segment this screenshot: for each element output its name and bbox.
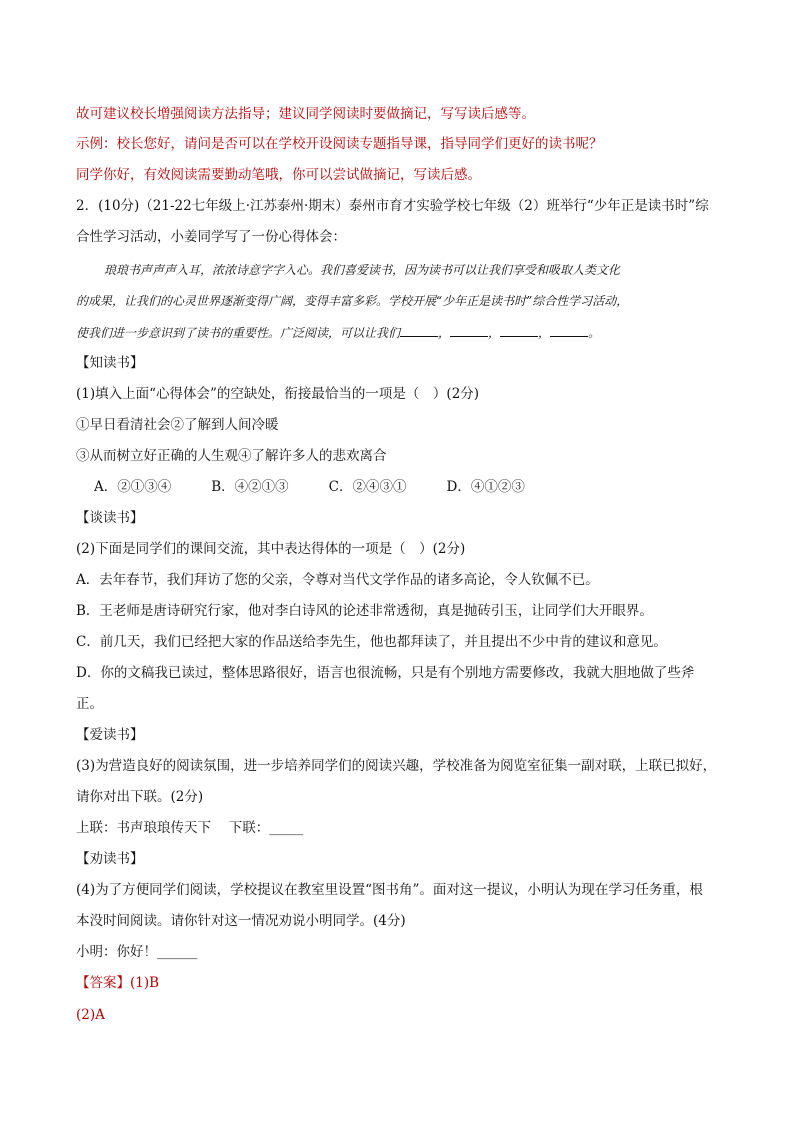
section-heading-zhi: 【知读书】 [76, 355, 144, 371]
section3-question-line-2: 请你对出下联。(2分) [76, 789, 204, 805]
answer-prev-line-1: 故可建议校长增强阅读方法指导；建议同学阅读时要做摘记，写写读后感等。 [76, 106, 535, 122]
answer-line-1 [76, 973, 722, 993]
section-heading-tan: 【谈读书】 [76, 510, 144, 526]
essay-blank-4 [550, 322, 588, 337]
section2-option-b: B．王老师是唐诗研究行家，他对李白诗风的论述非常透彻，真是抛砖引玉，让同学们大开眼界。 [76, 603, 653, 619]
answer-1: (1)B [130, 975, 160, 991]
essay-blank-1 [400, 322, 438, 337]
section4-question-line-1: (4)为了方便同学们阅读，学校提议在教室里设置“图书角”。面对这一提议，小明认为现在学习任务重，根 [76, 882, 703, 898]
section3-question-line-1: (3)为营造良好的阅读氛围，进一步培养同学们的阅读兴趣，学校准备为阅览室征集一副对联，上联已拟好， [76, 758, 717, 774]
answer-label: 【答案】 [76, 975, 130, 991]
essay-line-1: 琅琅书声声声入耳，浓浓诗意字字入心。我们喜爱读书，因为读书可以让我们享受和吸取人类文化 [104, 263, 621, 277]
section4-question-line-2: 本没时间阅读。请你针对这一情况劝说小明同学。(4分) [76, 913, 406, 929]
section1-question: (1)填入上面“心得体会”的空缺处，衔接最恰当的一项是（ ）(2分) [76, 386, 480, 402]
section2-option-d-line-1: D．你的文稿我已读过，整体思路很好，语言也很流畅，只是有个别地方需要修改，我就大胆地做了些斧 [76, 665, 695, 681]
answer-prev-line-3: 同学你好，有效阅读需要勤动笔哦，你可以尝试做摘记，写读后感。 [76, 167, 481, 183]
essay-sep: ， [488, 326, 501, 340]
essay-blank-2 [450, 322, 488, 337]
section1-options [94, 477, 740, 497]
essay-line-2: 的成果，让我们的心灵世界逐渐变得广阔，变得丰富多彩。学校开展“少年正是读书时”综合性学习活动， [76, 294, 629, 308]
essay-blank-3 [500, 322, 538, 337]
option-b: B．④②①③ [211, 479, 289, 495]
essay-sep: ， [438, 326, 451, 340]
option-a: A．②①③④ [94, 479, 172, 495]
section-heading-ai: 【爱读书】 [76, 727, 144, 743]
answer-2: (2)A [76, 1007, 105, 1023]
essay-line-3-text: 使我们进一步意识到了读书的重要性。广泛阅读，可以让我们 [76, 326, 401, 340]
section1-items-line-1: ①早日看清社会②了解到人间冷暖 [76, 417, 279, 433]
option-c: C．②④③① [328, 479, 407, 495]
essay-end: 。 [588, 326, 601, 340]
section-heading-quan: 【劝读书】 [76, 851, 144, 867]
question2-intro-line-2: 合性学习活动，小姜同学写了一份心得体会： [76, 229, 346, 245]
essay-sep: ， [538, 326, 551, 340]
answer-prev-line-2: 示例：校长您好，请问是否可以在学校开设阅读专题指导课，指导同学们更好的读书呢？ [76, 136, 603, 152]
section4-reply: 小明：你好！______ [76, 944, 198, 960]
section2-question: (2)下面是同学们的课间交流，其中表达得体的一项是（ ）(2分) [76, 541, 466, 557]
option-d: D．④①②③ [446, 479, 525, 495]
question2-intro-line-1: 2．(10分)（21-22七年级上·江苏泰州·期末）泰州市育才实验学校七年级（2）班举行“少年正是读书时”综 [76, 198, 709, 214]
section2-option-d-line-2: 正。 [76, 696, 103, 712]
section2-option-a: A．去年春节，我们拜访了您的父亲，令尊对当代文学作品的诸多高论，令人钦佩不已。 [76, 572, 599, 588]
section2-option-c: C．前几天，我们已经把大家的作品送给李先生，他也都拜读了，并且提出不少中肯的建议和意见。 [76, 634, 667, 650]
essay-line-3 [76, 322, 724, 343]
couplet-line: 上联：书声琅琅传天下 下联：_____ [76, 820, 304, 836]
section1-items-line-2: ③从而树立好正确的人生观④了解许多人的悲欢离合 [76, 448, 387, 464]
